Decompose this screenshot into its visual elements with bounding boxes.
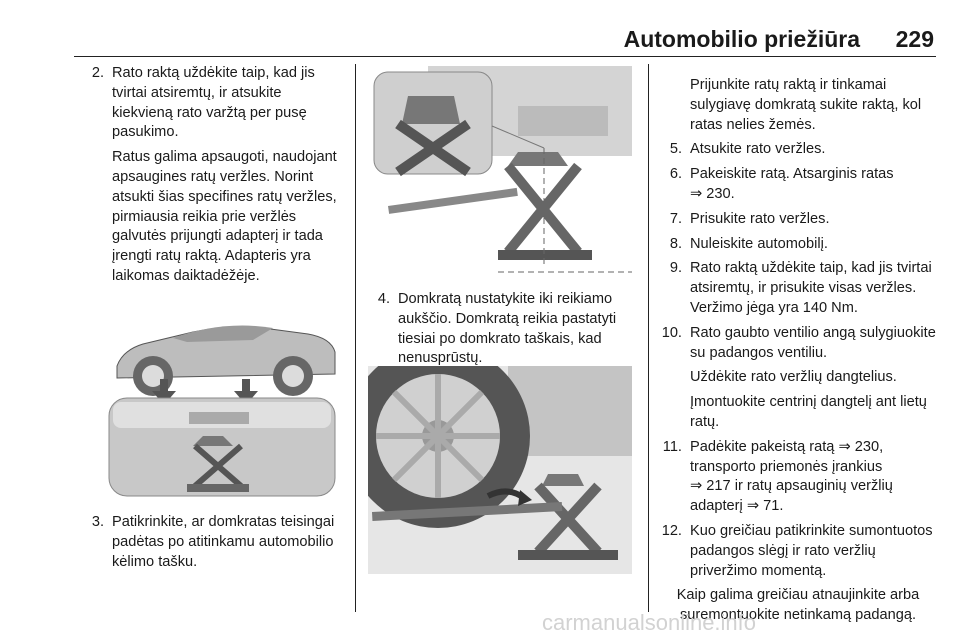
step-number: 11. xyxy=(662,438,682,455)
step-number: 12. xyxy=(661,522,682,539)
step-4-continuation: Prijunkite ratų raktą ir tinkamai sulygiavę domkratą sukite raktą, kol ratas nelies žemės. xyxy=(690,77,922,133)
cross-reference-icon: ⇒ xyxy=(690,185,703,202)
step-2 xyxy=(82,64,344,143)
column-divider-2 xyxy=(648,64,649,612)
step-number: 6. xyxy=(669,166,682,183)
page-reference[interactable]: 217 ir ratų apsauginių veržlių adapterį xyxy=(690,478,893,515)
cross-reference-icon: ⇒ xyxy=(690,478,703,495)
step-text: Domkratą nustatykite iki reikiamo aukščio. Domkratą reikia pastatyti tiesiai po domkrato taškais, kad nenusprūstų. xyxy=(398,291,617,367)
header-title: Automobilio priežiūra xyxy=(623,26,860,52)
step-6 xyxy=(660,165,938,205)
step-text: transporto priemonės įrankius xyxy=(690,458,883,475)
step-12 xyxy=(660,522,938,581)
step-3 xyxy=(82,513,344,572)
step-4 xyxy=(368,290,638,369)
step-10-para-2: Uždėkite rato veržlių dangtelius. xyxy=(690,369,897,386)
cross-reference-icon: ⇒ xyxy=(746,498,760,515)
car-lift-points-illustration xyxy=(103,296,339,500)
step-text: Kuo greičiau patikrinkite sumontuotos padangos slėgį ir rato veržlių priveržimo momentą. xyxy=(690,522,933,579)
step-text: Rato raktą uždėkite taip, kad jis tvirtai atsiremtų, ir prisukite visas veržles. Veržimo jėga yra 140 Nm. xyxy=(690,260,932,316)
column-2 xyxy=(368,290,638,374)
page-reference[interactable]: 71. xyxy=(763,498,784,515)
wheel-lock-paragraph: Ratus galima apsaugoti, naudojant apsaugines ratų veržles. Norint atsukti šias specifines ratų veržles, pirmiausia reikia prie veržlės galvutės prijungti adapterį ir tada įrengti ratų raktą. Adapteris yra laikomas daiktadėžėje. xyxy=(112,149,337,284)
step-text: Prisukite rato veržles. xyxy=(690,210,830,227)
step-text: Rato raktą uždėkite taip, kad jis tvirtai atsiremtų, ir atsukite kiekvieną rato varžtą per pusę pasukimo. xyxy=(112,65,315,141)
step-number: 7. xyxy=(669,210,682,227)
step-text: Nuleiskite automobilį. xyxy=(690,235,828,252)
step-10-para-3: Įmontuokite centrinį dangtelį ant lietų ratų. xyxy=(690,394,927,430)
jack-positioning-illustration xyxy=(368,66,632,274)
step-number: 9. xyxy=(669,260,682,277)
step-text: Pakeiskite ratą. Atsarginis ratas xyxy=(690,166,894,183)
header-rule xyxy=(74,56,936,57)
step-text: Patikrinkite, ar domkratas teisingai padėtas po atitinkamu automobilio kėlimo tašku. xyxy=(112,514,335,570)
column-divider-1 xyxy=(355,64,356,612)
step-7 xyxy=(660,210,938,230)
column-3 xyxy=(660,76,938,631)
step-11 xyxy=(660,438,938,517)
step-text: Atsukite rato veržles. xyxy=(690,141,826,158)
step-5 xyxy=(660,140,938,160)
step-text: Padėkite pakeistą ratą xyxy=(690,438,835,455)
column-1-lower xyxy=(82,513,344,577)
watermark: carmanualsonline.info xyxy=(542,610,757,635)
wheel-jack-wrench-illustration xyxy=(368,366,632,574)
step-number: 5. xyxy=(669,141,682,158)
step-10 xyxy=(660,324,938,364)
page-number: 229 xyxy=(895,26,934,52)
page-reference[interactable]: 230. xyxy=(706,185,735,202)
step-number: 2. xyxy=(91,65,104,81)
closing-paragraph: Kaip galima greičiau atnaujinkite arba suremontuokite netinkamą padangą. xyxy=(676,587,920,624)
step-9 xyxy=(660,259,938,318)
step-text: Rato gaubto ventilio angą sulygiuokite su padangos ventiliu. xyxy=(690,324,936,361)
step-number: 3. xyxy=(91,514,104,530)
cross-reference-icon: ⇒ xyxy=(838,438,851,455)
step-number: 10. xyxy=(661,324,682,341)
step-number: 4. xyxy=(377,291,390,307)
column-1 xyxy=(82,64,344,292)
step-number: 8. xyxy=(669,235,682,252)
page-reference[interactable]: 230, xyxy=(854,438,884,455)
step-8 xyxy=(660,235,938,255)
